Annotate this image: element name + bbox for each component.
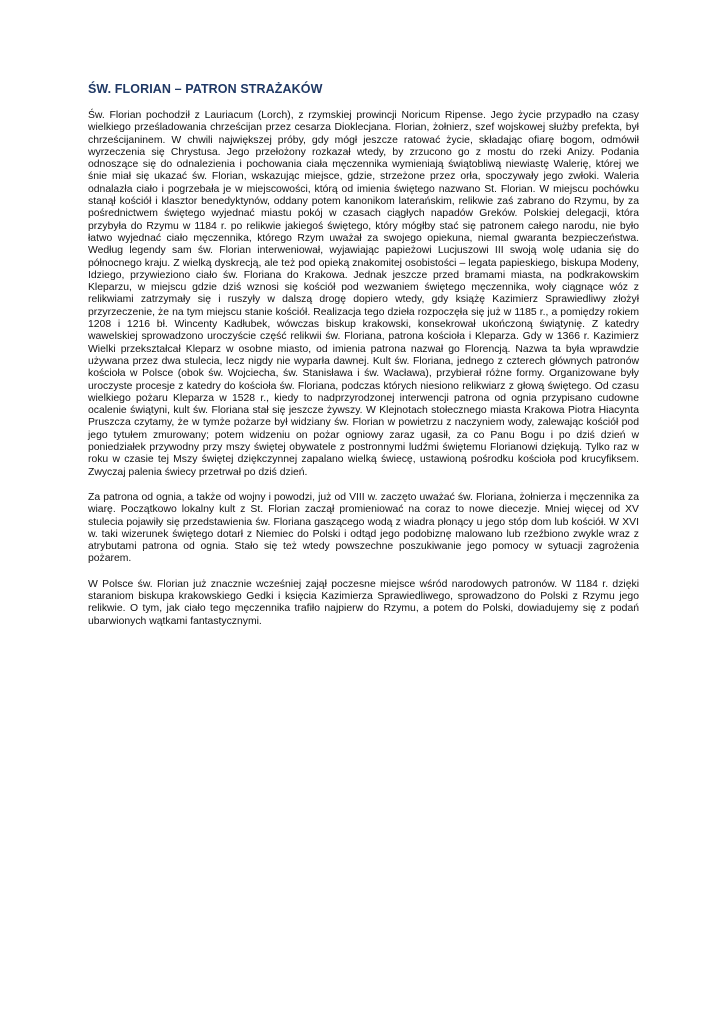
paragraph-fire-patron: Za patrona od ognia, a także od wojny i powodzi, już od VIII w. zaczęto uważać św. Floriana, żołnierza i męczennika za wiarę. Początkowo lokalny kult z St. Florian zaczął promieniować na coraz to nowe diecezje. Mniej więcej od XV stulecia pojawiły się przedstawienia św. Floriana gaszącego wodą z wiadra płonący u jego stóp dom lub kościół. W XVI w. taki wizerunek świętego dotarł z Niemiec do Polski i odtąd jego podobiznę malowano lub rzeźbiono zwykle wraz z atrybutami patrona od ognia. Stało się też wtedy powszechne poszukiwanie jego pomocy w sytuacji zagrożenia pożarem. (88, 491, 639, 565)
paragraph-history: Św. Florian pochodził z Lauriacum (Lorch), z rzymskiej prowincji Noricum Ripense. Jego życie przypadło na czasy wielkiego prześladowania chrześcijan przez cesarza Dioklecjana. Florian, żołnierz, szef wojskowej służby prefekta, był chrześcijaninem. W chwili największej próby, gdy mógł jeszcze ratować życie, składając ofiarę bogom, odmówił wyrzeczenia się Chrystusa. Jego przełożony rozkazał wtedy, by zrzucono go z mostu do rzeki Anizy. Podania odnoszące się do odnalezienia i pochowania ciała męczennika wymieniają świątobliwą niewiastę Walerię, której we śnie miał się ukazać św. Florian, wskazując miejsce, gdzie, strzeżone przez orła, spoczywały jego zwłoki. Waleria odnalazła ciało i pogrzebała je w miejscowości, którą od imienia świętego nazwano St. Florian. W miejscu pochówku stanął kościół i klasztor benedyktynów, oddany potem kanonikom laterańskim, relikwie zaś zabrano do Rzymu, by za pośrednictwem świętego wyjednać miastu pokój w czasach ciągłych napadów Greków. Polskiej delegacji, która przybyła do Rzymu w 1184 r. po relikwie jakiegoś świętego, który mógłby stać się patronem całego narodu, nie było łatwo wyjednać ciało męczennika, którego Rzym uważał za swojego opiekuna, niemal gwaranta bezpieczeństwa. Według legendy sam św. Florian interweniował, wyjawiając papieżowi Lucjuszowi III swoją wolę udania się do północnego kraju. Z wielką dyskrecją, ale też pod opieką znakomitej osobistości – legata papieskiego, biskupa Modeny, Idziego, przywieziono ciało św. Floriana do Krakowa. Jednak jeszcze przed bramami miasta, na podkrakowskim Kleparzu, w miejscu gdzie dziś wznosi się kościół pod wezwaniem świętego męczennika, woły ciągnące wóz z relikwiami zatrzymały się i ruszyły w dalszą drogę dopiero wtedy, gdy książę Kazimierz Sprawiedliwy złożył przyrzeczenie, że na tym miejscu stanie kościół. Realizacja tego dzieła rozpoczęła się już w 1185 r., a pomiędzy rokiem 1208 i 1216 bł. Wincenty Kadłubek, wówczas biskup krakowski, konsekrował ukończoną świątynię. Z katedry wawelskiej sprowadzono uroczyście część relikwii św. Floriana, patrona kościoła i Kleparza. Gdy w 1366 r. Kazimierz Wielki przekształcał Kleparz w osobne miasto, od imienia patrona nazwał go Florencją. Nazwa ta była wprawdzie używana przez dwa stulecia, lecz nigdy nie wyparła dawnej. Kult św. Floriana, jednego z czterech głównych patronów kościoła w Polsce (obok św. Wojciecha, św. Stanisława i św. Wacława), przybierał różne formy. Organizowane były uroczyste procesje z katedry do kościoła św. Floriana, podczas których niesiono relikwiarz z głową świętego. Od czasu wielkiego pożaru Kleparza w 1528 r., kiedy to nadprzyrodzonej interwencji patrona od ognia przypisano cudowne ocalenie świątyni, kult św. Floriana stał się jeszcze żywszy. W Klejnotach stołecznego miasta Krakowa Piotra Hiacynta Pruszcza czytamy, że w tymże pożarze był widziany św. Florian w powietrzu z naczyniem wody, zalewając kościół pod jego tytułem zmurowany; potem widzeniu on pożar ogniowy zaraz ugasił, za co Panu Bogu i po dziś dzień w poniedziałek przywodny przy mszy świętej obywatele z postronnymi ludźmi świętemu Florianowi dziękują. Tylko raz w roku w czasie tej Mszy świętej dziękczynnej zapalano wielką świecę, ustawioną pośrodku kościoła pod krucyfiksem. Zwyczaj palenia świecy przetrwał po dziś dzień. (88, 110, 639, 478)
document-title: ŚW. FLORIAN – PATRON STRAŻAKÓW (88, 82, 323, 96)
document-page (88, 82, 639, 641)
paragraph-poland: W Polsce św. Florian już znacznie wcześniej zajął poczesne miejsce wśród narodowych patronów. W 1184 r. dzięki staraniom biskupa krakowskiego Gedki i księcia Kazimierza Sprawiedliwego, sprowadzono do Polski z Rzymu jego relikwie. O tym, jak ciało tego męczennika trafiło najpierw do Rzymu, a potem do Polski, dowiadujemy się z podań ubarwionych wątkami fantastycznymi. (88, 578, 639, 627)
